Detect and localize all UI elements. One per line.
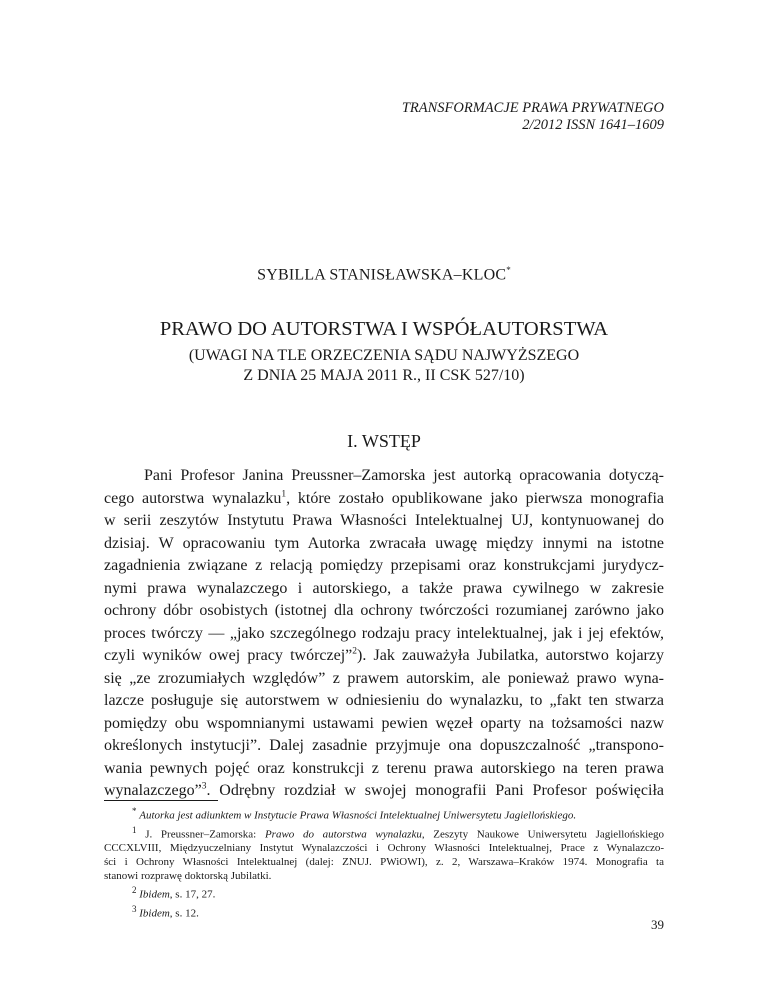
footnote-mark: 1 [132,824,137,835]
body-line: proces twórczy — „jako szczególnego rodzaju pracy intelektualnej, jak i jej efektów, [104,624,664,642]
footnote-mark: 3 [132,903,137,914]
footnote-mark: 2 [132,885,137,896]
subtitle-line-2: Z DNIA 25 MAJA 2011 R., II CSK 527/10) [243,367,525,384]
body-line [104,488,664,511]
body-line: ochrony dóbr osobistych (istotnej dla ochrony twórczości rozumianej zarówno jako [104,602,664,619]
footnote-text: , s. 12. [169,907,199,920]
footnote-star [104,804,664,823]
body-line: w serii zeszytów Instytutu Prawa Własności Intelektualnej UJ, kontynuowanej do [104,512,664,529]
body-text-run: ). Jak zauważyła Jubilatka, autorstwo kojarzy [357,647,664,664]
author-footnote-mark: * [506,265,511,275]
body-text-run: wynalazczego” [104,782,202,799]
footnote-text: , Zeszyty Naukowe Uniwersytetu Jagiellońskiego [421,828,665,841]
subtitle-line-1: (UWAGI NA TLE ORZECZENIA SĄDU NAJWYŻSZEGO [188,347,580,364]
body-line: określonych instytucji”. Dalej zasadnie przyjmuje ona dopuszczalność „transpono- [104,737,664,754]
footnote-3 [104,902,664,921]
footnote-ref-1: 1 [281,489,287,500]
footnote-ref-2: 2 [352,646,357,657]
body-text-run: cego autorstwa wynalazku [104,489,282,507]
footnote-text: Autorka jest adiunktem w Instytucie Prawa Własności Intelektualnej Uniwersytetu Jagiellońskiego. [139,809,577,822]
footnote-ibid: Ibidem [139,888,170,901]
footnote-1-line: CCCXLVIII, Międzyuczelniany Instytut Wynalazczości i Ochrony Własności Intelektualnej, Prace z Wynalazczo- [104,842,664,855]
body-line: lazcze posługuje się autorstwem w odniesieniu do wynalazku, to „fakt ten stwarza [104,692,664,709]
body-line: zagadnienia związane z relacją pomiędzy przepisami oraz konstrukcjami jurydycz- [104,557,664,574]
body-line: dzisiaj. W opracowaniu tym Autorka zwracała uwagę między innymi na istotne [104,534,664,552]
footnote-text: , s. 17, 27. [169,888,216,901]
body-line [104,645,664,668]
author-line [0,265,768,284]
journal-name: TRANSFORMACJE PRAWA PRYWATNEGO [401,100,664,116]
body-text-run: czyli wyników owej pracy twórczej” [104,647,353,664]
article-title: PRAWO DO AUTORSTWA I WSPÓŁAUTORSTWA [159,318,609,340]
footnote-2 [104,883,664,902]
body-line: pomiędzy obu wspomnianymi ustawami pewien węzeł oparty na tożsamości nazw [104,714,664,732]
body-line: się „ze zrozumiałych względów” z prawem autorskim, ale ponieważ prawo wyna- [104,669,664,687]
body-line: wania pewnych pojęć oraz konstrukcji z terenu prawa autorskiego na teren prawa [104,759,664,777]
author-name: SYBILLA STANISŁAWSKA–KLOC [257,266,507,284]
footnote-1-line: stanowi rozprawę doktorską Jubilatki. [104,870,272,883]
article-subtitle [0,346,768,386]
body-line: Pani Profesor Janina Preussner–Zamorska jest autorką opracowania dotyczą- [144,467,664,484]
body-line: nymi prawa wynalazczego i autorskiego, a także prawa cywilnego w zakresie [104,579,664,597]
footnote-text: J. Preussner–Zamorska: [145,828,257,841]
journal-header [402,100,664,134]
journal-issue: 2/2012 ISSN 1641–1609 [522,117,664,133]
page-number: 39 [651,917,664,932]
footnote-separator [104,800,218,801]
section-heading: I. WSTĘP [347,431,421,451]
footnote-mark: * [132,806,137,816]
footnote-ref-3: 3 [201,781,207,792]
footnote-1-line: ści i Ochrony Własności Intelektualnej (dalej: ZNUJ. PWiOWI), z. 2, Warszawa–Kraków 1974. Monografia ta [104,856,664,869]
footnote-ibid: Ibidem [139,907,170,920]
footnote-cited-title: Prawo do autorstwa wynalazku [264,828,422,841]
footnotes [104,804,664,921]
body-text-run: . Odrębny rozdział w swojej monografii Pani Profesor poświęciła [206,782,664,799]
body-text-run: , które zostało opublikowane jako pierwsza monografia [286,489,664,507]
body-paragraph [104,465,664,803]
footnote-1 [104,823,664,842]
